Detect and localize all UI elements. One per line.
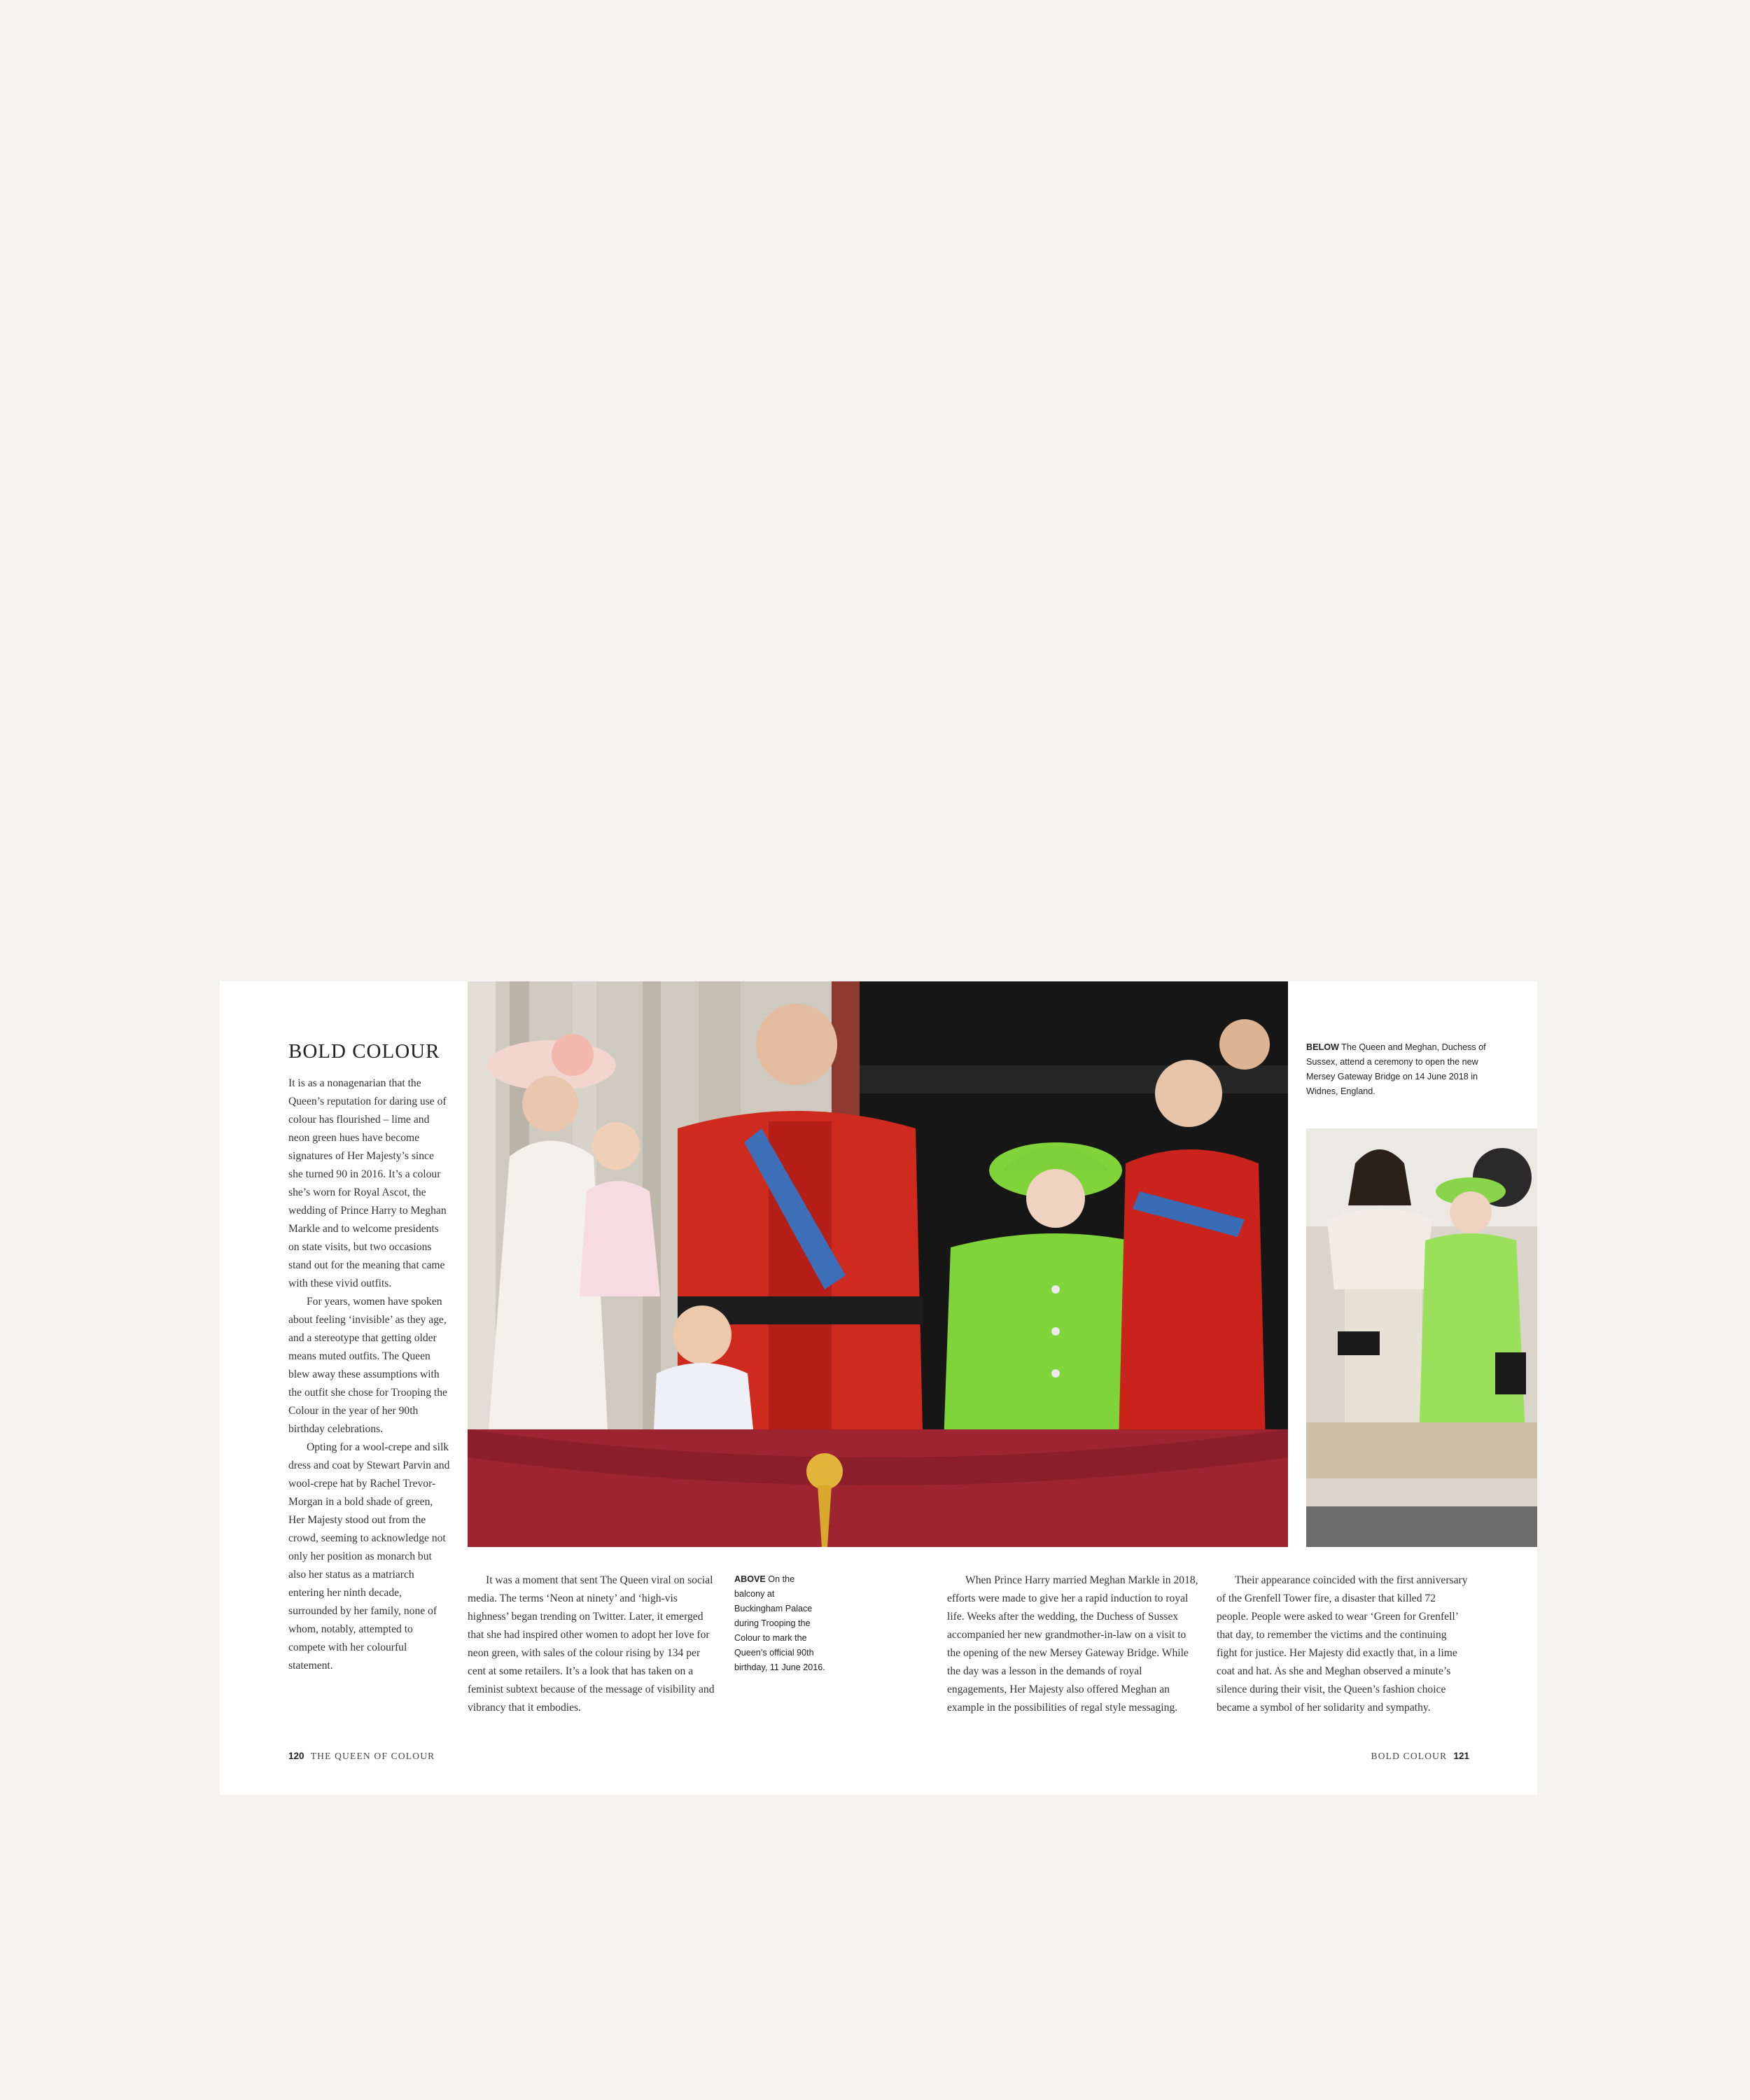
caption-label: BELOW bbox=[1306, 1042, 1339, 1052]
folio-right bbox=[1368, 1751, 1469, 1762]
magazine-spread bbox=[220, 981, 1537, 1795]
body-column-1 bbox=[288, 1074, 451, 1675]
paragraph: It was a moment that sent The Queen viral on social media. The terms ‘Neon at ninety’ and ‘high-vis highness’ began trending on Twitter. Later, it emerged that she had inspired other women to adopt her love for neon green, with sales of the colour rising by 134 per cent at some retailers. It’s a look that has taken on a feminist subtext because of the message of visibility and vibrancy that it embodies. bbox=[468, 1574, 715, 1714]
paragraph: When Prince Harry married Meghan Markle in 2018, efforts were made to give her a rapid induction to royal life. Weeks after the wedding, the Duchess of Sussex accompanied her new grandmother-in-law on a visit to the opening of the new Mersey Gateway Bridge. While the day was a lesson in the demands of royal engagements, Her Majesty also offered Meghan an example in the possibilities of regal style messaging. bbox=[947, 1574, 1198, 1714]
mersey-bridge-photo bbox=[1306, 1128, 1537, 1547]
caption-below bbox=[1306, 1040, 1495, 1099]
paragraph: Opting for a wool-crepe and silk dress and coat by Stewart Parvin and wool-crepe hat by Rachel Trevor-Morgan in a bold shade of green, Her Majesty stood out from the crowd, seeming to acknowledge not only her position as monarch but also her status as a matriarch entering her ninth decade, surrounded by her family, none of whom, notably, attempted to compete with her colourful statement. bbox=[288, 1441, 450, 1672]
paragraph: For years, women have spoken about feeling ‘invisible’ as they age, and a stereotype that getting older means muted outfits. The Queen blew away these assumptions with the outfit she chose for Trooping the Colour in the year of her 90th birthday celebrations. bbox=[288, 1296, 447, 1435]
paragraph: Their appearance coincided with the first anniversary of the Grenfell Tower fire, a disaster that killed 72 people. People were asked to wear ‘Green for Grenfell’ that day, to remember the victims and the continuing fight for justice. Her Majesty did exactly that, in a lime coat and hat. As she and Meghan observed a minute’s silence during their visit, the Queen’s fashion choice became a symbol of her solidarity and sympathy. bbox=[1217, 1574, 1468, 1714]
caption-text: The Queen and Meghan, Duchess of Sussex, attend a ceremony to open the new Mersey Gateway Bridge on 14 June 2018 in Widnes, England. bbox=[1306, 1042, 1486, 1096]
body-column-2 bbox=[468, 1572, 720, 1717]
mersey-bridge-photo-illustration bbox=[1306, 1128, 1537, 1547]
body-column-3 bbox=[947, 1572, 1199, 1717]
balcony-photo bbox=[468, 981, 1288, 1547]
caption-label: ABOVE bbox=[734, 1574, 766, 1584]
running-title: THE QUEEN OF COLOUR bbox=[310, 1751, 435, 1761]
balcony-photo-illustration bbox=[468, 981, 1288, 1547]
caption-above bbox=[734, 1572, 825, 1675]
body-column-4 bbox=[1217, 1572, 1469, 1717]
section-heading: BOLD COLOUR bbox=[288, 1040, 440, 1063]
running-title: BOLD COLOUR bbox=[1371, 1751, 1448, 1761]
caption-text: On the balcony at Buckingham Palace during Trooping the Colour to mark the Queen’s official 90th birthday, 11 June 2016. bbox=[734, 1574, 825, 1672]
folio-left bbox=[288, 1751, 435, 1762]
page-number: 120 bbox=[288, 1751, 304, 1761]
page-number: 121 bbox=[1453, 1751, 1469, 1761]
paragraph: It is as a nonagenarian that the Queen’s reputation for daring use of colour has flourished – lime and neon green hues have become signatures of Her Majesty’s since she turned 90 in 2016. It’s a colour she’s worn for Royal Ascot, the wedding of Prince Harry to Meghan Markle and to welcome presidents on state visits, but two occasions stand out for the meaning that came with these vivid outfits. bbox=[288, 1077, 447, 1289]
